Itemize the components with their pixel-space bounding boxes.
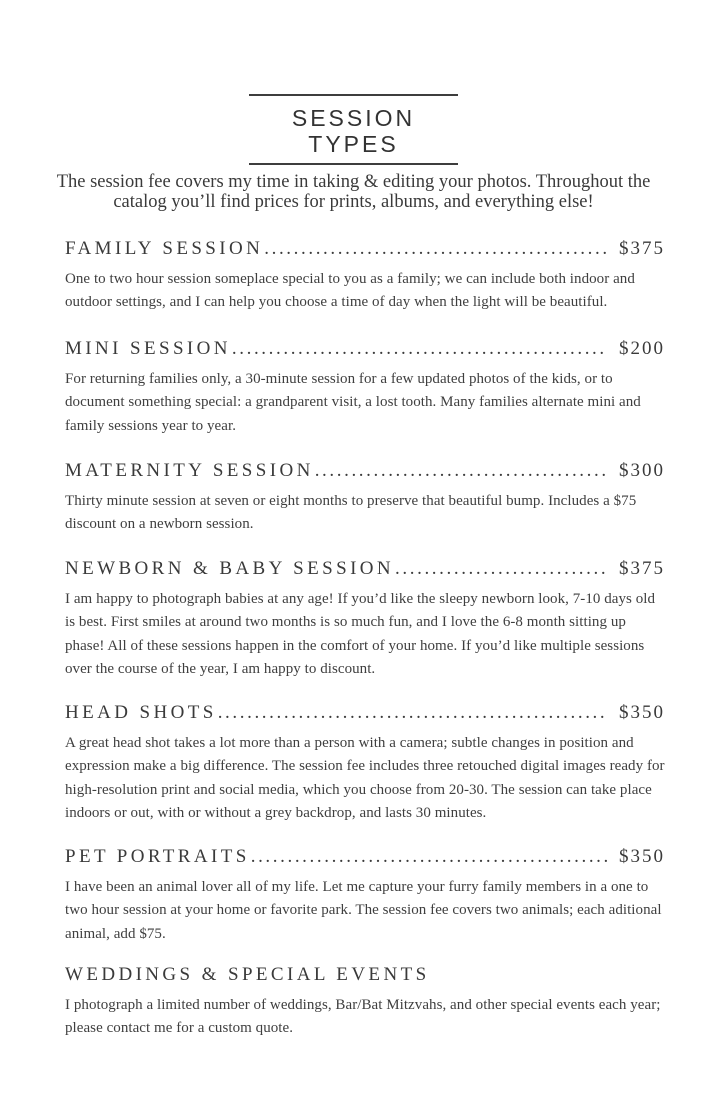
page-title-wrapper (0, 94, 707, 165)
dot-leader (218, 702, 607, 724)
dot-leader (315, 460, 607, 482)
session-mini (65, 338, 665, 438)
session-description: For returning families only, a 30-minute session for a few updated photos of the kids, or to document something special: a grandparent visit, a lost tooth. Many families alternate mini and family sessions year to year. (65, 371, 641, 434)
session-maternity (65, 460, 665, 537)
session-name: HEAD SHOTS (65, 702, 217, 723)
dot-leader (264, 238, 607, 260)
session-description: One to two hour session someplace special to you as a family; we can include both indoor and outdoor settings, and I can help you choose a time of day when the light will be beautiful. (65, 271, 635, 311)
session-heading (65, 460, 665, 486)
session-price: $350 (619, 846, 665, 867)
session-price: $200 (619, 338, 665, 359)
page-title: SESSION TYPES (249, 94, 458, 165)
dot-leader (251, 846, 607, 868)
session-description: A great head shot takes a lot more than a person with a camera; subtle changes in position and expression make a big difference. The session fee includes three retouched digital images ready for high-resolution print and social media, which you choose from 20-30. The session can take place indoors or out, with or without a grey backdrop, and lasts 30 minutes. (65, 735, 665, 821)
session-heading (65, 846, 665, 872)
session-family (65, 238, 665, 315)
intro-text: The session fee covers my time in taking & editing your photos. Throughout the catalog you’ll find prices for prints, albums, and everything else! (56, 172, 651, 212)
dot-leader (232, 338, 607, 360)
session-head-shots (65, 702, 665, 825)
session-weddings-events (65, 964, 665, 1041)
session-description: I have been an animal lover all of my life. Let me capture your furry family members in a one to two hour session at your home or favorite park. The session fee covers two animals; each aditional animal, add $75. (65, 879, 662, 942)
session-heading (65, 338, 665, 364)
session-newborn-baby (65, 558, 665, 681)
session-description: I photograph a limited number of weddings, Bar/Bat Mitzvahs, and other special events each year; please contact me for a custom quote. (65, 997, 661, 1037)
session-price: $375 (619, 558, 665, 579)
session-pet-portraits (65, 846, 665, 946)
session-heading (65, 702, 665, 728)
session-name: FAMILY SESSION (65, 238, 264, 259)
session-heading (65, 238, 665, 264)
session-name: MATERNITY SESSION (65, 460, 314, 481)
dot-leader (395, 558, 607, 580)
session-price: $375 (619, 238, 665, 259)
session-name: NEWBORN & BABY SESSION (65, 558, 395, 579)
session-name: MINI SESSION (65, 338, 231, 359)
session-description: Thirty minute session at seven or eight months to preserve that beautiful bump. Includes a $75 discount on a newborn session. (65, 493, 637, 533)
session-heading (65, 964, 665, 990)
session-price: $350 (619, 702, 665, 723)
session-description: I am happy to photograph babies at any age! If you’d like the sleepy newborn look, 7-10 days old is best. First smiles at around two months is so much fun, and I love the 6-8 month sitting up phase! All of these sessions happen in the comfort of your home. If you’d like multiple sessions over the course of the year, I am happy to discount. (65, 591, 656, 677)
session-heading (65, 558, 665, 584)
session-name: PET PORTRAITS (65, 846, 250, 867)
session-name: WEDDINGS & SPECIAL EVENTS (65, 964, 430, 985)
session-price: $300 (619, 460, 665, 481)
